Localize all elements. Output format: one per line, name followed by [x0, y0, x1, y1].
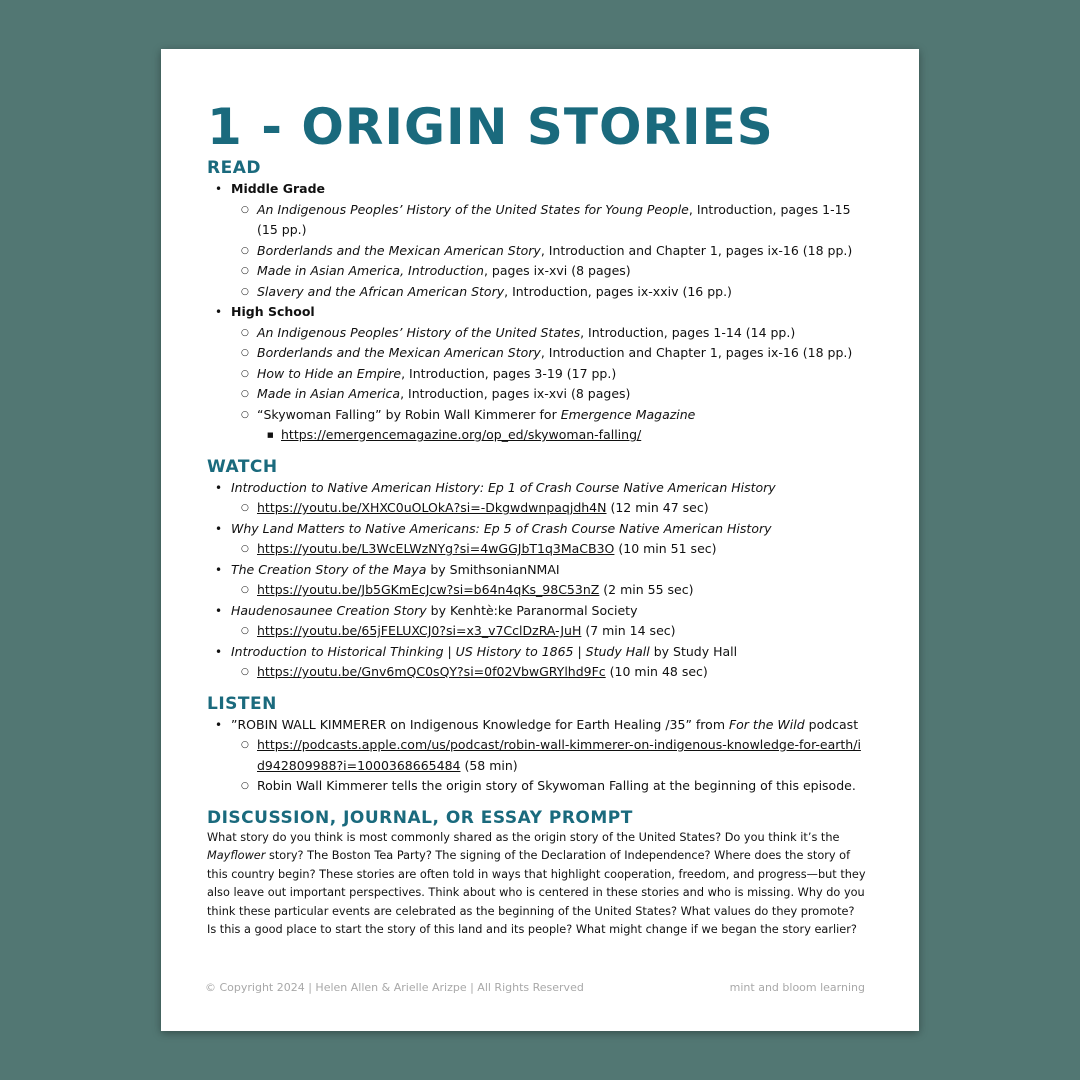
video-title: Introduction to Native American History: Ep 1 of Crash Course Native American History: [231, 479, 776, 495]
middle-grade-item: [207, 179, 867, 302]
list-item: [231, 580, 867, 601]
prompt-text-rest: story? The Boston Tea Party? The signing of the Declaration of Independence? Where does the story of this country begin? These stories are often told in ways that highlight cooperation, freedom, and progress—but they also leave out important perspectives. Think about who is centered in these stories and who is missing. Why do you think these particular events are celebrated as the beginning of the United States? What values do they promote? Is this a good place to start the story of this land and its people? What might change if we began the story earlier?: [207, 849, 866, 937]
episode-title: ”ROBIN WALL KIMMERER on Indigenous Knowledge for Earth Healing /35” from: [231, 716, 729, 732]
page-title: 1 - ORIGIN STORIES: [207, 98, 774, 156]
watch-heading: WATCH: [207, 456, 278, 477]
podcast-link[interactable]: https://podcasts.apple.com/us/podcast/robin-wall-kimmerer-on-indigenous-knowledge-for-earth/id942809988?i=1000368665484: [257, 737, 861, 773]
podcast-detail-list: [231, 735, 867, 797]
reading-detail: , Introduction and Chapter 1, pages ix-16 (18 pp.): [540, 242, 853, 258]
video-item: [207, 601, 867, 642]
high-school-list: [231, 323, 867, 446]
brand-name: mint and bloom learning: [729, 981, 865, 994]
video-link[interactable]: https://youtu.be/XHXC0uOLOkA?si=-Dkgwdwnpaqjdh4N: [257, 500, 607, 515]
list-item: [231, 539, 867, 560]
episode-suffix: podcast: [804, 716, 859, 732]
video-title: Haudenosaunee Creation Story: [231, 602, 427, 618]
book-title: Slavery and the African American Story: [257, 283, 505, 299]
video-item: [207, 642, 867, 683]
video-link-list: [231, 621, 867, 642]
video-author: by SmithsonianNMAI: [426, 561, 560, 577]
book-title: Made in Asian America, Introduction: [257, 263, 484, 278]
podcast-name: For the Wild: [728, 716, 805, 732]
video-link[interactable]: https://youtu.be/65jFELUXCJ0?si=x3_v7CclDzRA-JuH: [257, 623, 582, 638]
video-item: [207, 560, 867, 601]
reading-detail: , Introduction, pages 1-15 (15 pp.): [257, 201, 851, 237]
book-title: How to Hide an Empire: [257, 365, 402, 381]
high-school-label: High School: [231, 304, 315, 319]
list-item: [231, 405, 867, 446]
video-link-list: [231, 539, 867, 560]
book-title: Borderlands and the Mexican American Story: [257, 242, 541, 258]
high-school-item: [207, 302, 867, 446]
list-item: [231, 735, 867, 776]
list-item: [231, 261, 867, 282]
worksheet-content: [207, 99, 867, 940]
list-item: [231, 241, 867, 262]
reading-detail: , Introduction and Chapter 1, pages ix-16 (18 pp.): [540, 345, 853, 360]
video-title: Why Land Matters to Native Americans: Ep 5 of Crash Course Native American History: [231, 520, 772, 536]
article-prefix: “Skywoman Falling” by Robin Wall Kimmerer for: [257, 406, 561, 422]
list-item: [231, 364, 867, 385]
listen-heading: LISTEN: [207, 693, 277, 714]
worksheet-page: [161, 49, 919, 1031]
video-duration: (2 min 55 sec): [599, 582, 694, 597]
list-item: [231, 776, 867, 797]
prompt-paragraph: [207, 829, 867, 941]
reading-detail: , pages ix-xvi (8 pages): [483, 263, 631, 278]
video-link[interactable]: https://youtu.be/Jb5GKmEcJcw?si=b64n4qKs_98C53nZ: [257, 582, 600, 597]
reading-detail: , Introduction, pages ix-xvi (8 pages): [400, 386, 631, 401]
list-item: [231, 498, 867, 519]
video-link-list: [231, 662, 867, 683]
book-title: An Indigenous Peoples’ History of the United States for Young People: [257, 201, 689, 217]
middle-grade-label: Middle Grade: [231, 181, 326, 196]
video-link[interactable]: https://youtu.be/Gnv6mQC0sQY?si=0f02VbwGRYlhd9Fc: [257, 664, 606, 679]
video-author: by Kenhtè:ke Paranormal Society: [426, 602, 638, 618]
list-item: [231, 323, 867, 344]
article-link-list: [231, 425, 867, 446]
video-link[interactable]: https://youtu.be/L3WcELWzNYg?si=4wGGJbT1q3MaCB3O: [257, 541, 615, 556]
podcast-note: Robin Wall Kimmerer tells the origin story of Skywoman Falling at the beginning of this episode.: [257, 778, 856, 793]
video-link-list: [231, 580, 867, 601]
video-link-list: [231, 498, 867, 519]
read-heading: READ: [207, 158, 261, 178]
video-author: by Study Hall: [649, 643, 738, 659]
video-item: [207, 478, 867, 519]
list-item: [231, 200, 867, 241]
video-item: [207, 519, 867, 560]
prompt-heading: DISCUSSION, JOURNAL, OR ESSAY PROMPT: [207, 807, 633, 828]
reading-detail: , Introduction, pages 3-19 (17 pp.): [401, 365, 617, 381]
reading-detail: , Introduction, pages 1-14 (14 pp.): [580, 324, 796, 340]
video-duration: (12 min 47 sec): [606, 500, 709, 515]
page-footer: [205, 981, 865, 994]
list-item: [231, 343, 867, 364]
prompt-text-start: What story do you think is most commonly shared as the origin story of the United States? Do you think it’s the: [207, 830, 840, 844]
magazine-title: Emergence Magazine: [560, 406, 696, 422]
listen-list: [207, 715, 867, 797]
list-item: [231, 621, 867, 642]
list-item: [231, 425, 867, 446]
reading-detail: , Introduction, pages ix-xxiv (16 pp.): [504, 283, 732, 299]
video-title: Introduction to Historical Thinking | US History to 1865 | Study Hall: [231, 643, 650, 659]
video-title: The Creation Story of the Maya: [231, 561, 427, 577]
list-item: [231, 384, 867, 405]
prompt-emphasis: Mayflower: [207, 849, 266, 863]
book-title: Borderlands and the Mexican American Story: [257, 345, 541, 360]
watch-list: [207, 478, 867, 683]
book-title: An Indigenous Peoples’ History of the United States: [257, 324, 581, 340]
article-link[interactable]: https://emergencemagazine.org/op_ed/skywoman-falling/: [281, 427, 642, 442]
read-list: [207, 179, 867, 446]
podcast-item: [207, 715, 867, 797]
video-duration: (10 min 48 sec): [605, 664, 708, 679]
video-duration: (7 min 14 sec): [581, 623, 676, 638]
list-item: [231, 662, 867, 683]
video-duration: (10 min 51 sec): [614, 541, 717, 556]
middle-grade-list: [231, 200, 867, 303]
book-title: Made in Asian America: [257, 386, 401, 401]
list-item: [231, 282, 867, 303]
podcast-duration: (58 min): [460, 757, 518, 773]
copyright-notice: © Copyright 2024 | Helen Allen & Arielle Arizpe | All Rights Reserved: [205, 981, 584, 994]
